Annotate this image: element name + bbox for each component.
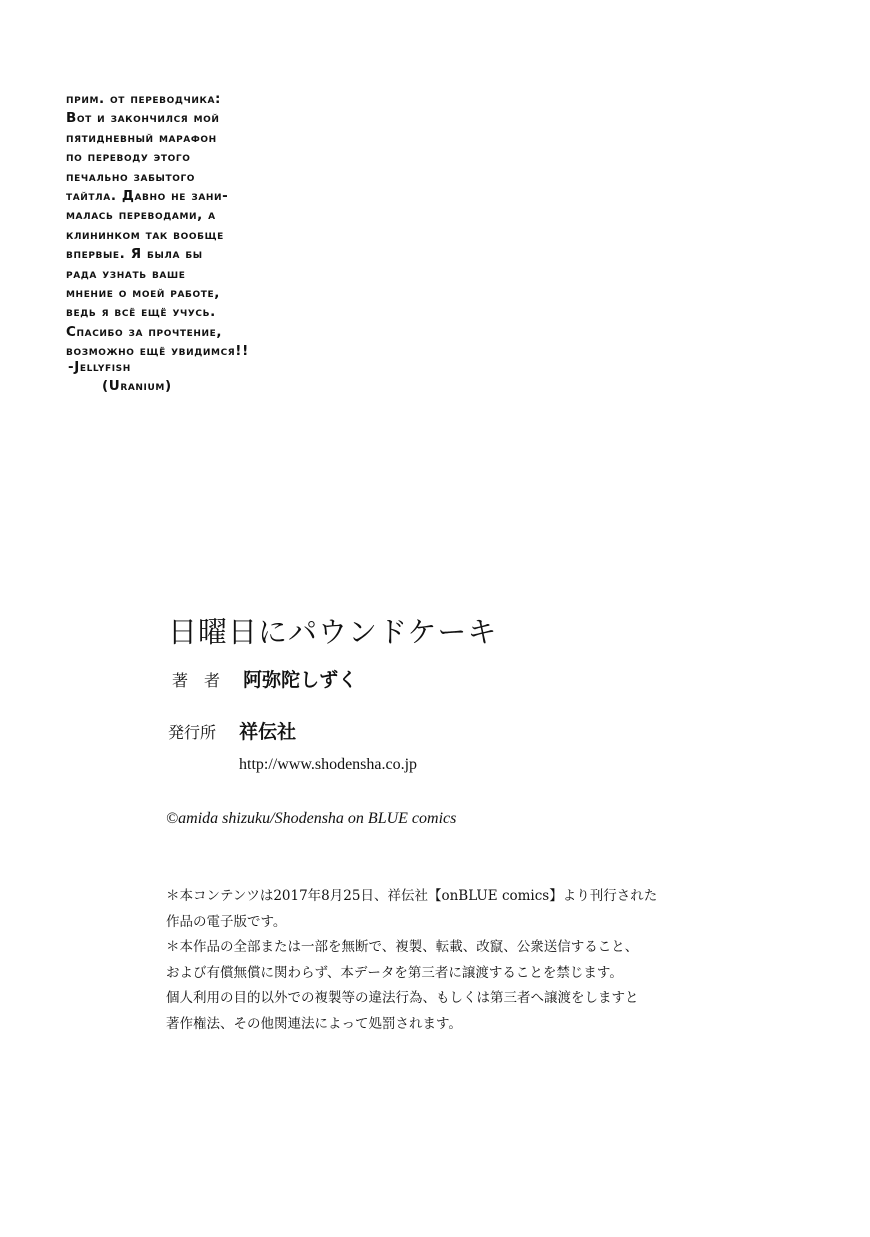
legal-line: および有償無償に関わらず、本データを第三者に譲渡することを禁じます。 <box>166 964 623 981</box>
legal-line: ＊本コンテンツは2017年8月25日、祥伝社【onBLUE comics】より刊行された <box>166 888 658 904</box>
note-line: прим. от переводчика: <box>66 91 222 107</box>
copyright-notice: ©amida shizuku/Shodensha on BLUE comics <box>166 810 457 827</box>
legal-line: 個人利用の目的以外での複製等の違法行為、もしくは第三者へ譲渡をしますと <box>166 990 639 1006</box>
note-line: Вот и закончился мой <box>66 110 220 127</box>
translator-signature <box>68 358 172 396</box>
legal-notice <box>166 884 726 1037</box>
note-line: Спасибо за прочтение, <box>66 323 223 340</box>
legal-line: ＊本作品の全部または一部を無断で、複製、転載、改竄、公衆送信すること、 <box>166 939 639 955</box>
note-line: по переводу этого <box>66 149 191 166</box>
book-title: 日曜日にパウンドケーキ <box>168 615 498 649</box>
note-line: пятидневный марафон <box>66 129 217 146</box>
signature-group: (Uranium) <box>102 378 172 394</box>
note-line: рада узнать ваше <box>66 265 186 282</box>
publisher-url: http://www.shodensha.co.jp <box>239 756 418 773</box>
publisher-label: 発行所 <box>168 723 217 742</box>
note-line: клининком так вообще <box>66 226 224 243</box>
note-line: печально забытого <box>66 168 196 185</box>
legal-line: 著作権法、その他関連法によって処罰されます。 <box>166 1015 462 1032</box>
author-row <box>172 665 357 692</box>
legal-line: 作品の電子版です。 <box>166 913 287 930</box>
publisher-row <box>168 717 296 744</box>
author-label: 著者 <box>172 671 237 690</box>
note-line: тайтла. Давно не зани- <box>66 188 229 205</box>
signature-name: -Jellyfish <box>68 359 131 375</box>
note-line: впервые. Я была бы <box>66 246 203 263</box>
note-line: малась переводами, а <box>66 207 216 224</box>
note-line: мнение о моей работе, <box>66 285 220 302</box>
author-name: 阿弥陀しずく <box>243 669 358 691</box>
note-line: возможно ещё увидимся!! <box>66 343 249 360</box>
translator-note <box>66 90 386 362</box>
note-line: ведь я всё ещё учусь. <box>66 304 216 321</box>
publisher-name: 祥伝社 <box>239 721 297 743</box>
